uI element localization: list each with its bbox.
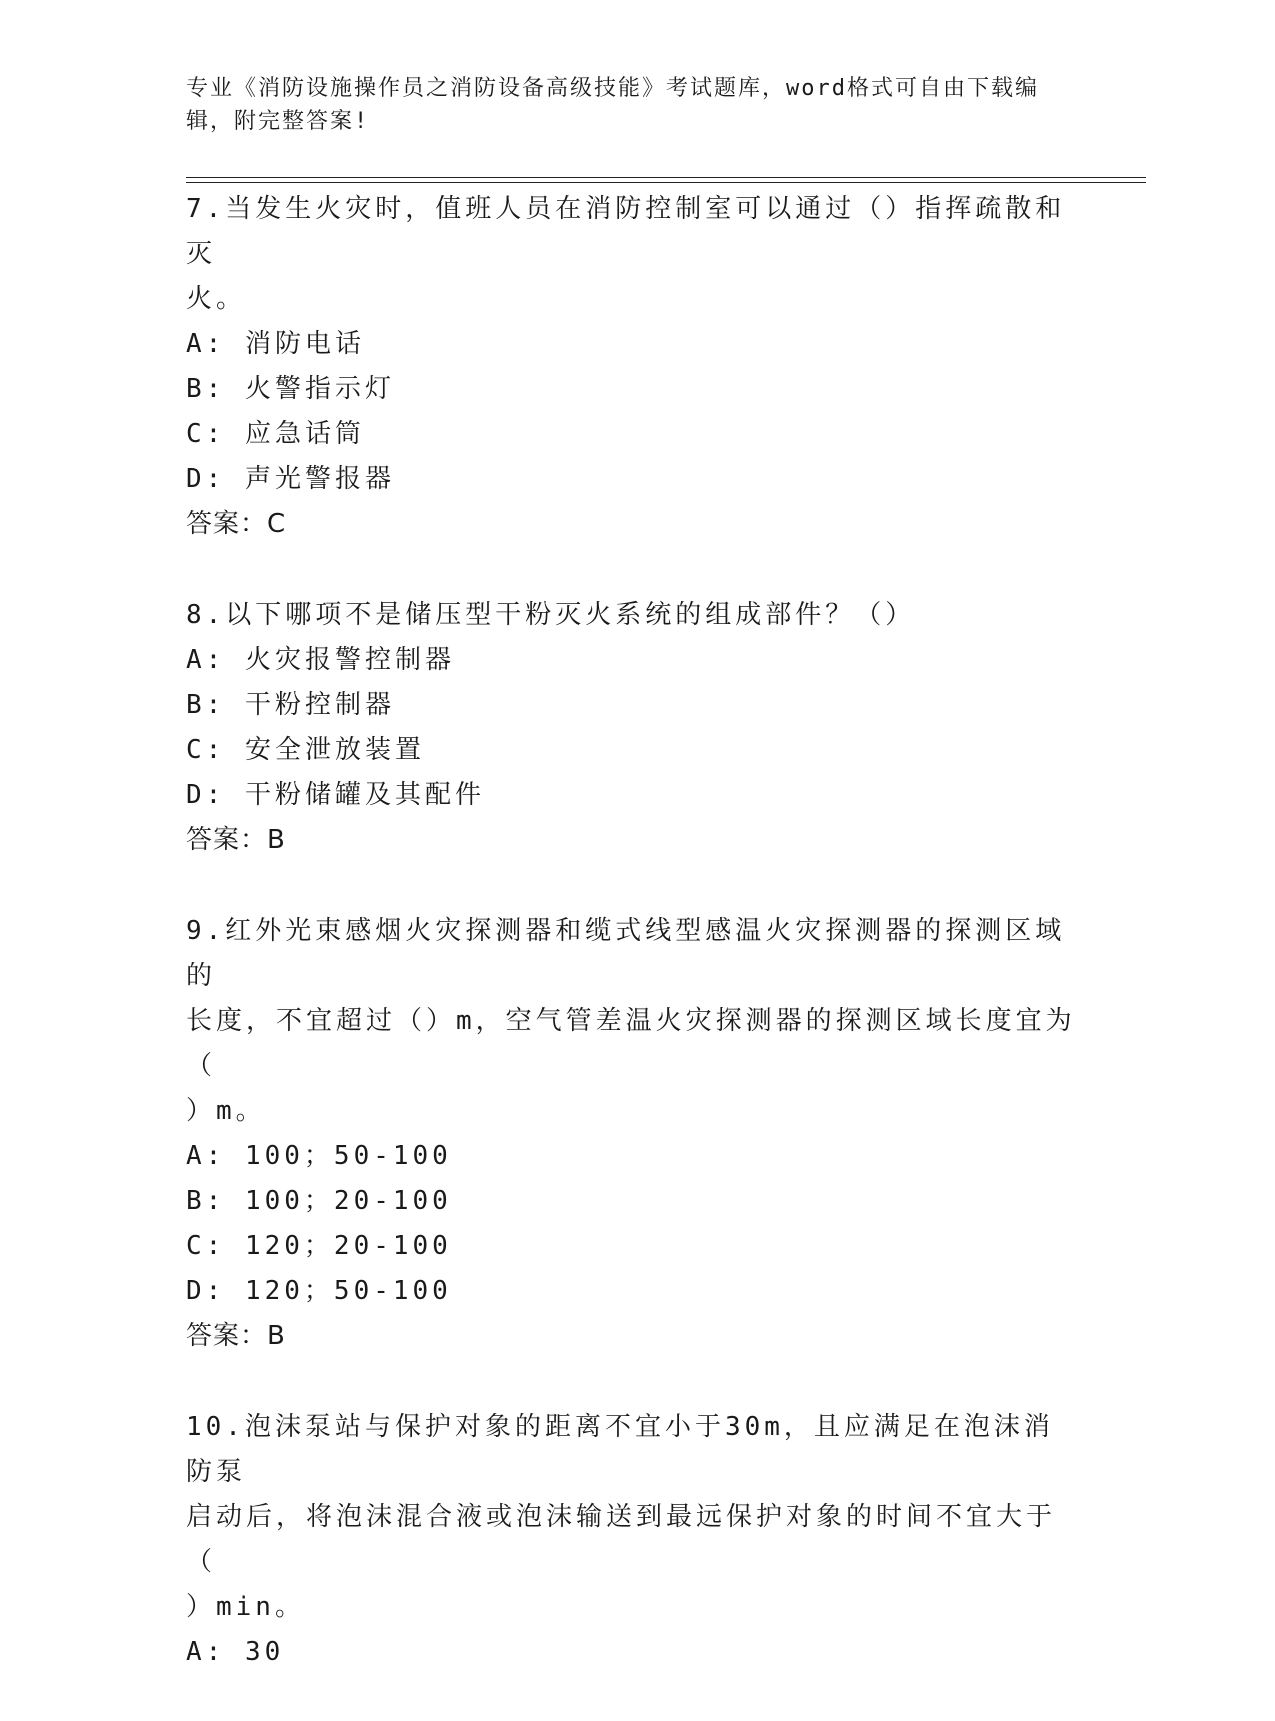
answer: 答案：C [186, 509, 287, 539]
option-a: A: 火灾报警控制器 [186, 645, 455, 675]
option-a: A: 100；50-100 [186, 1141, 452, 1171]
option-d: D: 声光警报器 [186, 464, 395, 494]
option-c: C: 120；20-100 [186, 1231, 452, 1261]
option-a: A: 消防电话 [186, 329, 365, 359]
answer: 答案：B [186, 825, 286, 855]
question-text: 7.当发生火灾时，值班人员在消防控制室可以通过（）指挥疏散和灭 火。 [186, 194, 1066, 314]
question-9 [186, 909, 1076, 1359]
option-b: B: 火警指示灯 [186, 374, 395, 404]
option-b: B: 干粉控制器 [186, 690, 395, 720]
option-b: B: 100；20-100 [186, 1186, 452, 1216]
header-divider-top [186, 177, 1146, 178]
answer: 答案：B [186, 1321, 286, 1351]
option-c: C: 应急话筒 [186, 419, 365, 449]
document-header: 专业《消防设施操作员之消防设备高级技能》考试题库，word格式可自由下载编 辑，附完整答案! [186, 76, 1039, 134]
header-divider-bottom [186, 182, 1146, 183]
option-d: D: 120；50-100 [186, 1276, 452, 1306]
option-c: C: 安全泄放装置 [186, 735, 425, 765]
question-10 [186, 1405, 1076, 1675]
question-8 [186, 593, 1076, 863]
question-list [186, 187, 1076, 1721]
option-a: A: 30 [186, 1637, 285, 1667]
question-text: 9.红外光束感烟火灾探测器和缆式线型感温火灾探测器的探测区域的 长度，不宜超过（）m，空气管差温火灾探测器的探测区域长度宜为（ ）m。 [186, 916, 1076, 1126]
question-7 [186, 187, 1076, 547]
option-d: D: 干粉储罐及其配件 [186, 780, 485, 810]
question-text: 10.泡沫泵站与保护对象的距离不宜小于30m，且应满足在泡沫消防泵 启动后，将泡沫混合液或泡沫输送到最远保护对象的时间不宜大于（ ）min。 [186, 1412, 1057, 1622]
question-text: 8.以下哪项不是储压型干粉灭火系统的组成部件？（） [186, 600, 916, 630]
